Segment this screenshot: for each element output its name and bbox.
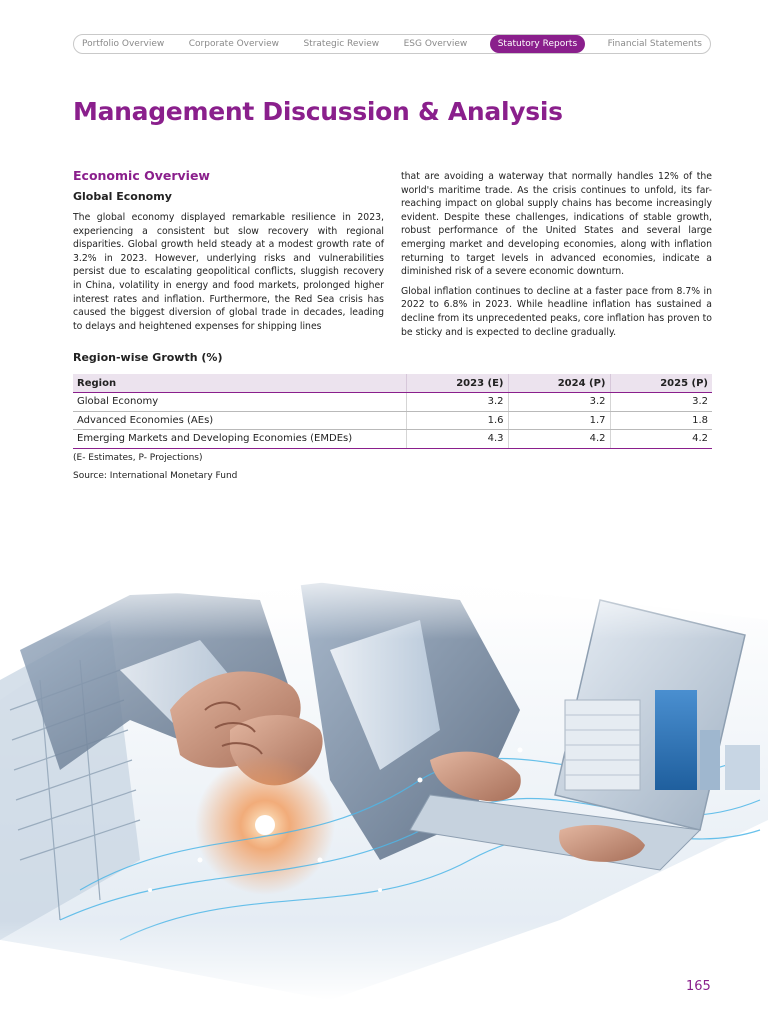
table-cell: 1.6 [406, 411, 508, 430]
nav-financial-statements[interactable]: Financial Statements [607, 39, 702, 49]
table-cell: 4.3 [406, 430, 508, 449]
page-number: 165 [686, 979, 711, 994]
page-title: Management Discussion & Analysis [73, 97, 563, 126]
nav-corporate-overview[interactable]: Corporate Overview [188, 39, 279, 49]
column-header: 2025 (P) [610, 374, 712, 393]
body-paragraph-continued: that are avoiding a waterway that normally handles 12% of the world's maritime trade. As the crisis continues to unfold, its far-reaching impact on global supply chains has become increasingly evident. Despite these challenges, indications of stable growth, robust performance of the United States and several large emerging market and developing economies, along with inflation returning to target levels in advanced economies, indicate a diminished risk of a severe economic downturn. [401, 171, 712, 278]
growth-table [73, 374, 712, 449]
sub-heading: Global Economy [73, 190, 172, 203]
table-header-row [73, 374, 712, 393]
nav-strategic-review[interactable]: Strategic Review [303, 39, 380, 49]
table-cell: 4.2 [508, 430, 610, 449]
table-cell: Global Economy [73, 393, 406, 412]
table-note: (E- Estimates, P- Projections) [73, 453, 203, 463]
text-column-right [401, 170, 712, 345]
table-row [73, 393, 712, 412]
table-row [73, 430, 712, 449]
table-cell: Advanced Economies (AEs) [73, 411, 406, 430]
table-cell: 1.7 [508, 411, 610, 430]
table-cell: 3.2 [610, 393, 712, 412]
nav-portfolio-overview[interactable]: Portfolio Overview [82, 39, 165, 49]
text-column-left [73, 168, 384, 339]
nav-esg-overview[interactable]: ESG Overview [403, 39, 468, 49]
table-cell: 3.2 [508, 393, 610, 412]
table-cell: Emerging Markets and Developing Economies (EMDEs) [73, 430, 406, 449]
column-header: 2024 (P) [508, 374, 610, 393]
table-row [73, 411, 712, 430]
section-nav [73, 34, 711, 54]
handshake-city-illustration [0, 560, 768, 1000]
table-cell: 4.2 [610, 430, 712, 449]
table-title: Region-wise Growth (%) [73, 351, 223, 364]
body-paragraph: Global inflation continues to decline at a faster pace from 8.7% in 2022 to 6.8% in 2023. While headline inflation has sustained a decline from its unprecedented peaks, core inflation has proven to be sticky and is expected to decline gradually. [401, 285, 712, 338]
table-source: Source: International Monetary Fund [73, 471, 238, 481]
body-paragraph: The global economy displayed remarkable resilience in 2023, experiencing a consistent but slow recovery with regional disparities. Global growth held steady at a modest growth rate of 3.2% in 2023. However, underlying risks and vulnerabilities persist due to escalating geopolitical conflicts, sluggish recovery in China, volatility in energy and food markets, prolonged higher interest rates and inflation. Furthermore, the Red Sea crisis has caused the biggest diversion of global trade in decades, leading to delays and heightened expenses for shipping lines [73, 212, 384, 332]
table-cell: 1.8 [610, 411, 712, 430]
section-heading: Economic Overview [73, 168, 210, 183]
table-cell: 3.2 [406, 393, 508, 412]
nav-statutory-reports[interactable]: Statutory Reports [490, 35, 585, 53]
column-header: 2023 (E) [406, 374, 508, 393]
column-header: Region [73, 374, 406, 393]
